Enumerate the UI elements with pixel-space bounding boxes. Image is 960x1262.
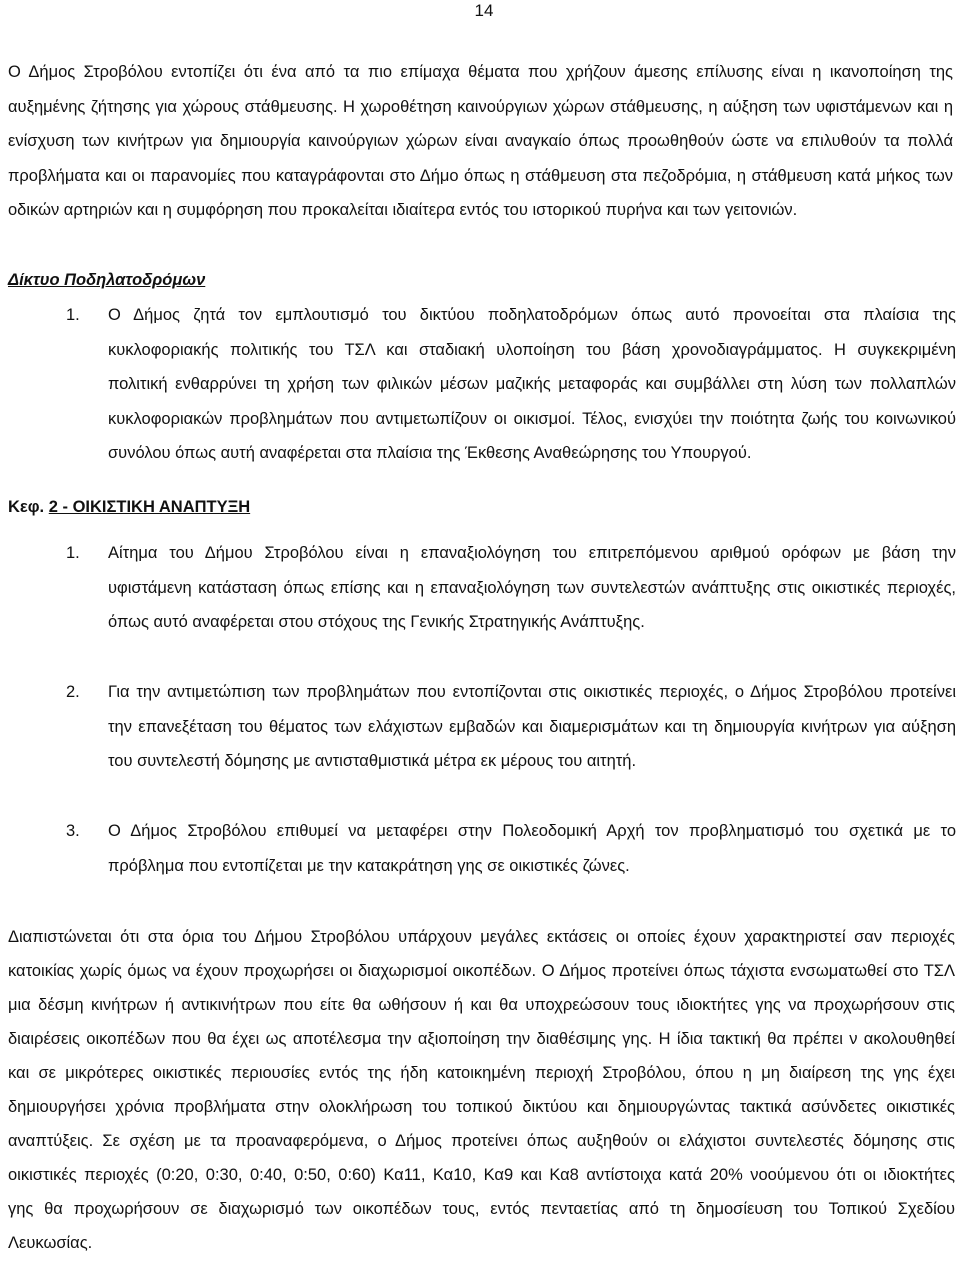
item-body	[108, 814, 956, 883]
item-body	[108, 536, 956, 640]
intro-paragraph	[8, 55, 953, 228]
item-line: Ο Δήμος ζητά τον εμπλουτισμό του δικτύου ποδηλατοδρόμων όπως αυτό προνοείται στα πλαίσια της	[108, 306, 956, 324]
item-line: συνόλου όπως αυτή αναφέρεται στα πλαίσια της Έκθεσης Αναθεώρησης του Υπουργού.	[108, 444, 752, 462]
closing-line: γης θα προχωρήσουν σε διαχωρισμό των οικοπέδων τους, εντός πενταετίας από τη δημοσίευση του Τοπικού Σχεδίου	[8, 1200, 955, 1218]
intro-line: οδικών αρτηριών και η συμφόρηση που προκαλείται ιδιαίτερα εντός του ιστορικού πυρήνα και των γειτονιών.	[8, 201, 798, 219]
item-line: Αίτημα του Δήμου Στροβόλου είναι η επαναξιολόγηση του επιτρεπόμενου αριθμού ορόφων με βάση την	[108, 544, 956, 562]
item-line: την επανεξέταση του θέματος των ελάχιστων εμβαδών και διαμερισμάτων και τη δημιουργία κινήτρων για αύξηση	[108, 717, 957, 736]
item-body	[108, 675, 956, 779]
intro-line: Ο Δήμος Στροβόλου εντοπίζει ότι ένα από τα πιο επίμαχα θέματα που χρήζουν άμεσης επίλυσης είναι η ικανοποίηση της	[8, 63, 954, 81]
item-number: 2.	[66, 683, 80, 701]
item-number: 1.	[66, 544, 80, 562]
intro-line: προβλήματα και οι παρανομίες που καταγράφονται στο Δήμο όπως η στάθμευση στα πεζοδρόμια, η στάθμευση κατά μήκος των	[8, 166, 953, 185]
intro-line: ενίσχυση των κινήτρων για δημιουργία καινούργιων χώρων είναι αναγκαίο όπως προωθηθούν ώστε να επιλυθούν τα πολλά	[8, 132, 953, 150]
item-number: 3.	[66, 822, 80, 840]
cycling-item	[66, 298, 956, 471]
chapter-item	[66, 814, 956, 883]
closing-line: διαιρέσεις οικοπέδων που θα έχει ως αποτέλεσμα την αξιοποίηση την διαθέσιμης γης. Η ίδια τακτική θα πρέπει ν ακολουθηθεί	[8, 1030, 955, 1048]
item-line: Ο Δήμος Στροβόλου επιθυμεί να μεταφέρει στην Πολεοδομική Αρχή τον προβληματισμό του σχετικά με το	[108, 822, 956, 840]
closing-line: κατοικίας χωρίς όμως να έχουν προχωρήσει οι διαχωρισμοί οικοπέδων. Ο Δήμος προτείνει όπως τάχιστα ενσωματωθεί στο ΤΣΛ	[8, 962, 955, 980]
closing-line: αναπτύξεις. Σε σχέση με τα προαναφερόμενα, ο Δήμος προτείνει όπως αυξηθούν οι ελάχιστοι συντελεστές δόμησης στις	[8, 1132, 955, 1150]
section-heading-cycling: Δίκτυο Ποδηλατοδρόμων	[8, 271, 206, 289]
item-line: κυκλοφοριακών προβλημάτων που αντιμετωπίζουν οι οικισμοί. Τέλος, ενισχύει την ποιότητα ζωής του κοινωνικού	[108, 409, 956, 428]
closing-line: οικιστικές περιοχές (0:20, 0:30, 0:40, 0:50, 0:60) Κα11, Κα10, Κα9 και Κα8 αντίστοιχα κατά 20% νοούμενου ότι οι ιδιοκτήτες	[8, 1166, 955, 1184]
chapter-item	[66, 675, 956, 779]
item-line: Για την αντιμετώπιση των προβλημάτων που εντοπίζονται στις οικιστικές περιοχές, ο Δήμος Στροβόλου προτείνει	[108, 683, 956, 701]
chapter-heading	[8, 490, 250, 525]
item-line: του συντελεστή δόμησης με αντισταθμιστικά μέτρα εκ μέρους του αιτητή.	[108, 752, 637, 770]
closing-paragraph	[8, 920, 955, 1260]
closing-line: Διαπιστώνεται ότι στα όρια του Δήμου Στροβόλου υπάρχουν μεγάλες εκτάσεις οι οποίες έχουν χαρακτηριστεί σαν περιοχές	[8, 928, 955, 946]
chapter-label: Κεφ.	[8, 498, 45, 516]
item-line: όπως αυτό αναφέρεται στου στόχους της Γενικής Στρατηγικής Ανάπτυξης.	[108, 613, 645, 631]
item-body	[108, 298, 956, 471]
item-line: πολιτική ενθαρρύνει τη χρήση των φιλικών μέσων μαζικής μεταφοράς και συμβάλλει στη λύση των πολλαπλών	[108, 375, 956, 393]
closing-line: και σε μικρότερες οικιστικές περιουσίες εντός της ήδη κατοικημένη περιοχή Στροβόλου, όπου η μη διαίρεση της γης έχει	[8, 1064, 955, 1082]
closing-line: μια δέσμη κινήτρων ή αντικινήτρων που είτε θα ωθήσουν ή και θα υποχρεώσουν τους ιδιοκτήτες γης να προχωρήσουν στις	[8, 996, 955, 1014]
intro-line: αυξημένης ζήτησης για χώρους στάθμευσης. Η χωροθέτηση καινούργιων χώρων στάθμευσης, η αύξηση των υφιστάμενων και η	[8, 97, 953, 116]
page-number: 14	[474, 1, 494, 20]
item-line: κυκλοφοριακής πολιτικής του ΤΣΛ και σταδιακή υλοποίηση του βάση χρονοδιαγράμματος. Η συγκεκριμένη	[108, 340, 956, 359]
item-line: πρόβλημα που εντοπίζεται με την κατακράτηση γης σε οικιστικές ζώνες.	[108, 856, 630, 875]
closing-line: δημιουργήσει χρόνια προβλήματα στην ολοκλήρωση του τοπικού δικτύου και δημιουργώντας τακτικά ασύνδετες οικιστικές	[8, 1098, 955, 1116]
item-line: υφιστάμενη κατάσταση όπως επίσης και η επαναξιολόγηση των συντελεστών ανάπτυξης στις οικιστικές περιοχές,	[108, 578, 956, 597]
item-number: 1.	[66, 306, 80, 324]
chapter-title: 2 - ΟΙΚΙΣΤΙΚΗ ΑΝΑΠΤΥΞΗ	[48, 498, 251, 516]
closing-line: Λευκωσίας.	[8, 1234, 93, 1252]
chapter-item	[66, 536, 956, 640]
